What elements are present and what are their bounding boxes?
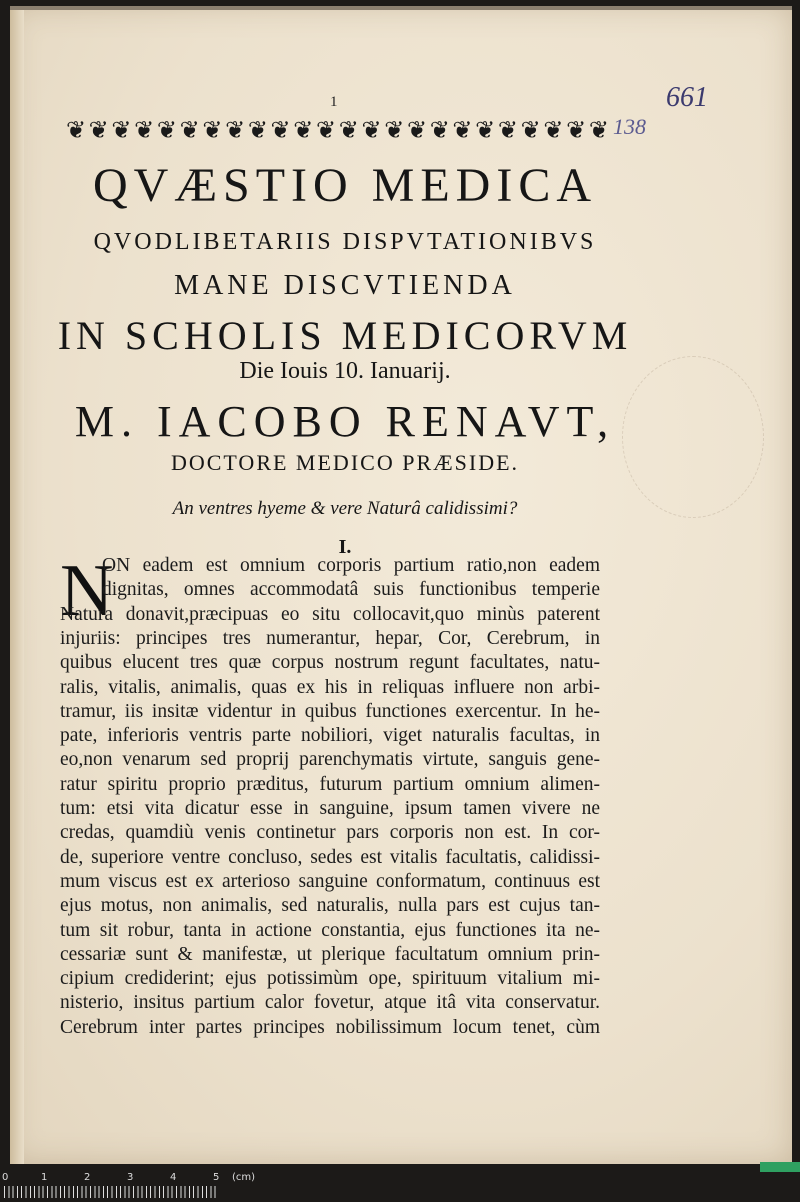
fleuron-icon: ❦ xyxy=(111,117,132,144)
ruler-label: 4 xyxy=(170,1172,177,1183)
ruler-unit: (cm) xyxy=(232,1172,256,1183)
scale-ruler xyxy=(0,1172,260,1200)
body-line: Natura donavit,præcipuas eo situ collocavit,quo minùs paterent xyxy=(60,603,600,625)
handwritten-folio: 661 xyxy=(666,82,708,113)
body-line: tum sit robur, tanta in actione constantia, ejus functiones ita ne- xyxy=(60,919,600,941)
body-line: injuriis: principes tres numerantur, hepar, Cor, Cerebrum, in xyxy=(60,627,600,649)
title-line-2: QVODLIBETARIIS DISPVTATIONIBVS xyxy=(93,229,597,255)
fleuron-icon: ❦ xyxy=(202,117,223,144)
fleuron-icon: ❦ xyxy=(475,117,496,144)
ruler-label: 0 xyxy=(2,1172,9,1183)
body-line: ON eadem est omnium corporis partium ratio,non eadem xyxy=(102,555,600,576)
body-line: dignitas, omnes accommodatâ suis functionibus temperie xyxy=(102,579,600,601)
title-line-4: IN SCHOLIS MEDICORVM xyxy=(57,313,633,358)
ruler-ticks xyxy=(4,1186,219,1198)
drop-cap: N xyxy=(60,550,114,632)
fleuron-icon: ❦ xyxy=(88,117,109,144)
fleuron-icon: ❦ xyxy=(566,117,587,144)
body-line: cipium crediderint; ejus potissimùm ope, spirituum vitalium mi- xyxy=(60,968,600,990)
ruler-label: 2 xyxy=(84,1172,91,1183)
body-line: tramur, iis insitæ videntur in quibus functiones exercentur. In he- xyxy=(60,700,600,722)
body-line: cessariæ sunt & manifestæ, ut plerique facultatum omnium prin- xyxy=(60,943,600,965)
top-rule xyxy=(10,6,792,10)
section-number: I. xyxy=(338,536,352,558)
ornament-border xyxy=(65,116,610,144)
fleuron-icon: ❦ xyxy=(361,117,382,144)
color-tab xyxy=(760,1162,800,1172)
body-line: ejus motus, non animalis, sed naturalis, nulla pars est cujus tan- xyxy=(60,895,600,917)
body-line: quibus elucent tres quæ corpus nostrum regunt facultates, natu- xyxy=(60,652,600,674)
body-line: credas, quamdiù venis continetur pars corporis non est. In cor- xyxy=(60,822,600,844)
body-line: ratur spiritu proprio præditus, futurum partium omnium alimen- xyxy=(60,773,600,795)
fleuron-icon: ❦ xyxy=(156,117,177,144)
book-page xyxy=(10,6,792,1164)
fleuron-icon: ❦ xyxy=(247,117,268,144)
question-line: An ventres hyeme & vere Naturâ calidissimi? xyxy=(172,498,518,519)
fleuron-icon: ❦ xyxy=(384,117,405,144)
fleuron-icon: ❦ xyxy=(543,117,564,144)
title-line-1: QVÆSTIO MEDICA xyxy=(93,159,597,212)
ruler-label: 5 xyxy=(213,1172,220,1183)
praeses-name: M. IACOBO RENAVT, xyxy=(74,397,616,446)
body-line: pate, inferioris ventris parte nobiliori, viget naturalis facultas, in xyxy=(60,725,600,747)
body-line: mum viscus est ex arterioso sanguine conformatum, continuus est xyxy=(60,870,600,892)
fleuron-icon: ❦ xyxy=(429,117,450,144)
fleuron-icon: ❦ xyxy=(316,117,337,144)
body-line: nisterio, insitus partium calor fovetur, atque itâ vita conservatur. xyxy=(60,992,600,1014)
fleuron-icon: ❦ xyxy=(179,117,200,144)
fleuron-icon: ❦ xyxy=(452,117,473,144)
handwritten-number: 138 xyxy=(613,114,646,139)
ruler-label: 1 xyxy=(41,1172,48,1183)
library-stamp xyxy=(622,356,764,518)
page-number: 1 xyxy=(330,94,338,110)
fleuron-icon: ❦ xyxy=(270,117,291,144)
body-line: de, superiore ventre concluso, sedes est vitalis facultatis, calidissi- xyxy=(60,846,600,868)
body-line: ralis, vitalis, animalis, quas ex his in reliquas influere non arbi- xyxy=(60,676,600,698)
fleuron-icon: ❦ xyxy=(497,117,518,144)
page-gutter xyxy=(10,6,24,1164)
fleuron-icon: ❦ xyxy=(134,117,155,144)
body-line: eo,non venarum sed proprij parenchymatis virtute, sanguis gene- xyxy=(60,749,600,771)
body-line: tum: etsi vita dicatur esse in sanguine, ipsum tamen vivere ne xyxy=(60,798,600,819)
praeses-title: DOCTORE MEDICO PRÆSIDE. xyxy=(170,450,520,475)
fleuron-icon: ❦ xyxy=(65,117,87,144)
body-line: Cerebrum inter partes principes nobilissimum locum tenet, cùm xyxy=(60,1016,600,1038)
fleuron-icon: ❦ xyxy=(225,117,246,144)
fleuron-icon: ❦ xyxy=(588,117,609,144)
ruler-label: 3 xyxy=(127,1172,134,1183)
fleuron-icon: ❦ xyxy=(406,117,428,144)
fleuron-icon: ❦ xyxy=(338,117,359,144)
fleuron-icon: ❦ xyxy=(293,117,314,144)
fleuron-icon: ❦ xyxy=(520,117,541,144)
title-line-3: MANE DISCVTIENDA xyxy=(174,270,516,301)
date-line: Die Iouis 10. Ianuarij. xyxy=(239,358,451,384)
